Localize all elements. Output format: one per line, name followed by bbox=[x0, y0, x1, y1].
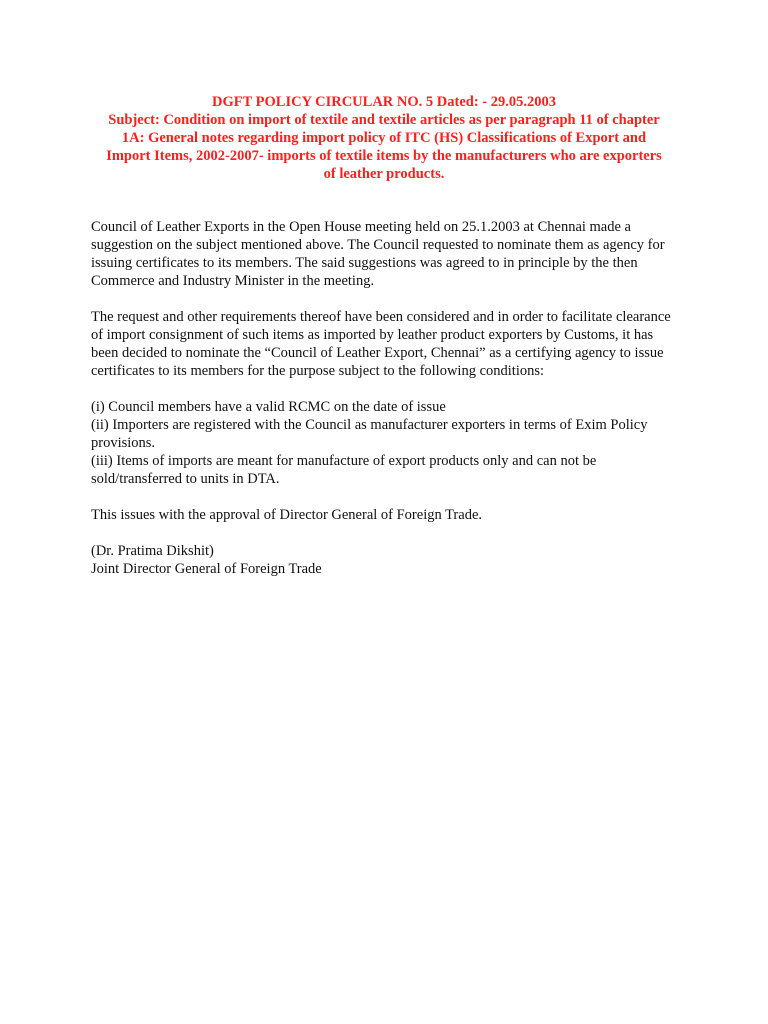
approval-statement: This issues with the approval of Director General of Foreign Trade. bbox=[91, 507, 483, 523]
condition-item-3: (iii) Items of imports are meant for manufacture of export products only and can not be sold/transferred to units in DTA. bbox=[91, 453, 597, 487]
circular-header bbox=[88, 93, 680, 183]
circular-body bbox=[91, 218, 681, 578]
subject-line-2: 1A: General notes regarding import policy of ITC (HS) Classifications of Export and bbox=[121, 130, 647, 146]
paragraph-decision: The request and other requirements thereof have been considered and in order to facilitate clearance of import consignment of such items as imported by leather product exporters by Customs, it has been decided to nominate the “Council of Leather Export, Chennai” as a certifying agency to issue certificates to its members for the purpose subject to the following conditions: bbox=[91, 309, 671, 379]
condition-item-1: (i) Council members have a valid RCMC on the date of issue bbox=[91, 399, 446, 415]
subject-line-3: Import Items, 2002-2007- imports of textile items by the manufacturers who are exporters bbox=[106, 148, 662, 164]
paragraph-background: Council of Leather Exports in the Open House meeting held on 25.1.2003 at Chennai made a suggestion on the subject mentioned above. The Council requested to nominate them as agency for issuing certificates to its members. The said suggestions was agreed to in principle by the then Commerce and Industry Minister in the meeting. bbox=[91, 219, 665, 289]
subject-line-1: Subject: Condition on import of textile and textile articles as per paragraph 11 of chapter bbox=[108, 112, 660, 128]
signature-block bbox=[91, 542, 681, 578]
subject-line-4: of leather products. bbox=[323, 166, 445, 182]
conditions-list bbox=[91, 398, 681, 488]
signatory-name: (Dr. Pratima Dikshit) bbox=[91, 543, 214, 559]
signatory-title: Joint Director General of Foreign Trade bbox=[91, 561, 322, 577]
circular-title: DGFT POLICY CIRCULAR NO. 5 Dated: - 29.05.2003 bbox=[212, 94, 556, 110]
condition-item-2: (ii) Importers are registered with the Council as manufacturer exporters in terms of Exim Policy provisions. bbox=[91, 417, 648, 451]
